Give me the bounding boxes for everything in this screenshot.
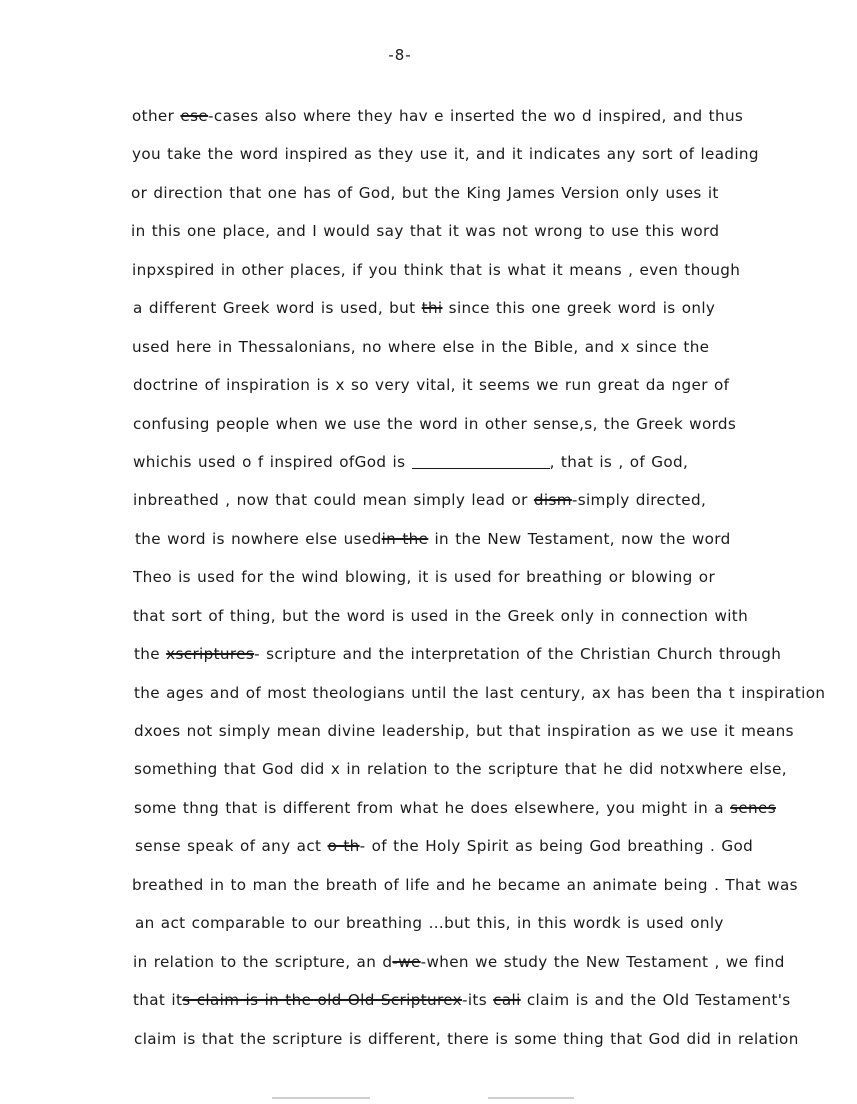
text-line [133,372,857,410]
line-text: inpxspired in other places, if you think that is what it means , even though [132,260,741,279]
line-text: whichis used o f inspired ofGod is [133,452,412,471]
struck-text: thi [421,299,443,318]
struck-text: xscriptures [166,645,255,664]
text-line [131,218,857,256]
line-text: an act comparable to our breathing ...but this, in this wordk is used only [135,914,724,933]
line-text: that it [133,991,183,1010]
text-line [134,756,857,794]
struck-text: dism [533,491,572,510]
line-text: breathed in to man the breath of life and he became an animate being . That was [132,875,798,894]
text-line [133,564,857,602]
line-text: a different Greek word is used, but [133,299,422,318]
text-line [133,449,857,487]
line-text: claim is and the Old Testament's [520,991,791,1010]
line-text: or direction that one has of God, but the King James Version only uses it [131,183,719,202]
line-text: -its [462,991,494,1010]
line-text: in relation to the scripture, an d [133,952,393,971]
text-line [132,872,857,910]
text-line [133,411,857,449]
line-text: - of the Holy Spirit as being God breathing . God [359,837,754,856]
text-line [133,487,857,525]
line-text: inbreathed , now that could mean simply lead or [133,491,534,510]
struck-text: senes [730,798,776,817]
text-line [132,334,857,372]
line-text: some thng that is different from what he does elsewhere, you might in a [134,798,731,817]
text-line [131,180,857,218]
scan-artifact [272,1097,370,1099]
text-line [135,910,857,948]
text-line [132,103,857,141]
text-line [135,833,857,871]
line-text: dxoes not simply mean divine leadership, but that inspiration as we use it means [134,722,794,740]
struck-text: cali [493,991,521,1010]
struck-text: o th [327,837,360,856]
text-line [133,603,857,641]
text-line [135,526,857,564]
line-text: -simply directed, [571,491,707,510]
line-text: in the New Testament, now the word [428,529,731,548]
scan-artifact [488,1097,574,1099]
struck-text: s claim is in the old Old Scripturex [182,991,463,1010]
line-text: used here in Thessalonians, no where else in the Bible, and x since the [132,337,710,356]
line-text: other [132,107,181,125]
text-line [133,295,857,333]
page-number: -8- [388,46,412,64]
text-line [134,795,857,833]
line-text: claim is that the scripture is different, there is some thing that God did in relation [134,1029,799,1048]
text-line [133,987,857,1025]
struck-text: ese [180,107,209,125]
text-line [132,257,857,295]
line-text: -cases also where they hav e inserted the wo d inspired, and thus [208,107,744,125]
line-text: confusing people when we use the word in other sense,s, the Greek words [133,414,737,433]
line-text: doctrine of inspiration is x so very vital, it seems we run great da nger of [133,376,730,395]
text-line [134,680,857,718]
line-text: , that is , of God, [549,452,689,471]
line-text: Theo is used for the wind blowing, it is used for breathing or blowing or [133,568,716,587]
line-text: something that God did x in relation to the scripture that he did notxwhere else, [134,760,787,779]
line-text: since this one greek word is only [442,299,716,318]
text-line [133,949,857,987]
text-line [134,718,857,756]
line-text: the [134,645,167,664]
text-line [132,141,857,179]
blank-underline [412,452,550,469]
line-text: sense speak of any act [135,837,328,856]
text-line [134,1026,857,1064]
text-line [134,641,857,679]
line-text: -when we study the New Testament , we find [420,952,785,971]
line-text: the ages and of most theologians until the last century, ax has been tha t inspiration [134,683,826,702]
line-text: in this one place, and I would say that it was not wrong to use this word [131,222,720,241]
struck-text: in the [381,529,429,548]
body-text [0,103,857,1064]
line-text: the word is nowhere else used [135,529,382,548]
line-text: that sort of thing, but the word is used in the Greek only in connection with [133,606,749,625]
struck-text: -we [392,952,421,971]
line-text: - scripture and the interpretation of the Christian Church through [254,645,782,664]
line-text: you take the word inspired as they use it, and it indicates any sort of leading [132,145,759,164]
